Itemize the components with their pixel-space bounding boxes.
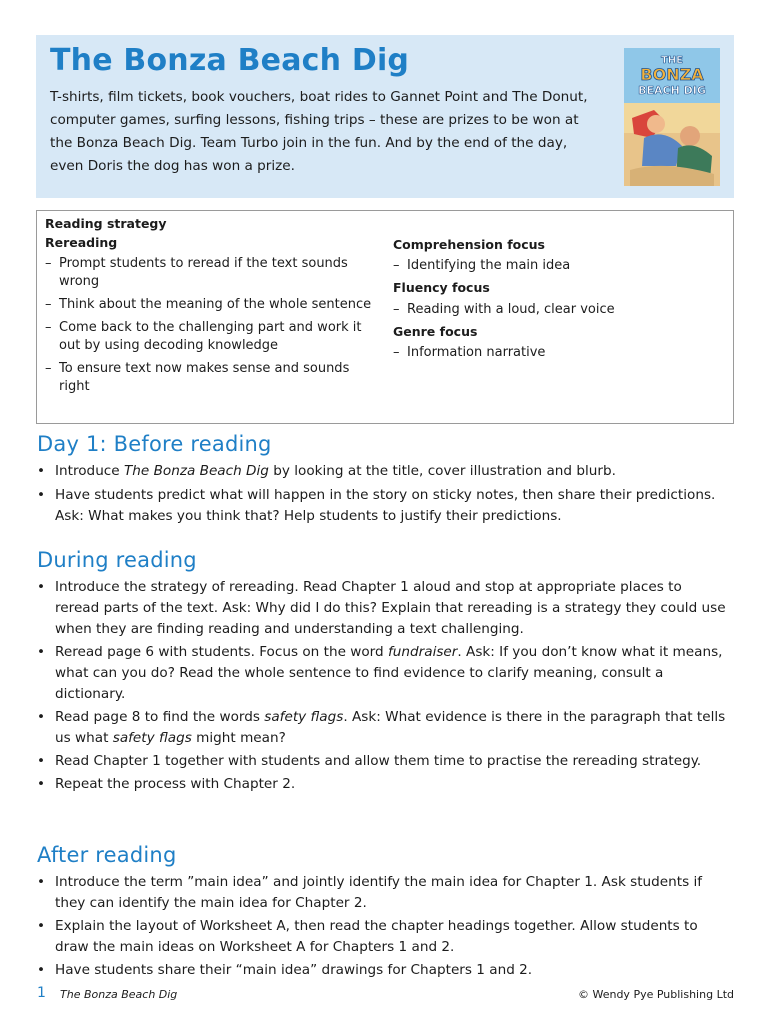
item-text: Read Chapter 1 together with students and allow them time to practise the rereading strategy. [55,753,702,769]
bullet-marker: • [37,579,46,595]
bullet-marker: • [37,487,46,503]
rereading-item [45,255,380,291]
before-reading-heading: Day 1: Before reading [37,432,272,456]
dash-marker: – [45,361,52,376]
fluency-focus-text: Reading with a loud, clear voice [407,302,615,317]
dash-marker: – [393,258,400,273]
rereading-item-text: Come back to the challenging part and work it out by using decoding knowledge [59,320,362,353]
emphasis-word: safety flags [264,709,344,725]
comprehension-focus-item [393,257,723,275]
dash-marker: – [45,297,52,312]
rereading-heading: Rereading [45,235,118,250]
comprehension-focus-heading: Comprehension focus [393,237,545,252]
rereading-item-text: Think about the meaning of the whole sentence [59,297,372,312]
emphasis-word: safety flags [112,730,192,746]
bullet-marker: • [37,962,46,978]
after-reading-list [37,872,727,981]
list-item [37,642,727,705]
item-text: Introduce the strategy of rereading. Read Chapter 1 aloud and stop at appropriate places to reread parts of the text. Ask: Why did I do this? Explain that rereading is a strategy they could use when they are finding reading and understanding a text challenging. [55,579,726,637]
bullet-marker: • [37,644,46,660]
list-item [37,461,727,482]
rereading-item [45,360,380,396]
book-blurb: T-shirts, film tickets, book vouchers, boat rides to Gannet Point and The Donut, computer games, surfing lessons, fishing trips – these are prizes to be won at the Bonza Beach Dig. Team Turbo join in the fun. And by the end of the day, even Doris the dog has won a prize. [50,89,588,174]
book-title: The Bonza Beach Dig [50,43,410,78]
cover-title-line3: BEACH DIG [638,84,706,97]
bullet-marker: • [37,874,46,890]
list-item [37,751,727,772]
page-footer [37,987,734,1005]
bullet-marker: • [37,776,46,792]
item-text: Repeat the process with Chapter 2. [55,776,296,792]
list-item [37,485,727,527]
genre-focus-heading: Genre focus [393,324,478,339]
bullet-marker: • [37,753,46,769]
rereading-item [45,296,380,314]
bullet-marker: • [37,463,46,479]
book-header [36,35,734,198]
copyright-notice: © Wendy Pye Publishing Ltd [577,988,734,1001]
fluency-focus-item [393,301,723,319]
item-text: . Ask: What evidence is there in the paragraph that tells us what [55,709,726,746]
item-text: Have students share their “main idea” drawings for Chapters 1 and 2. [55,962,533,978]
dash-marker: – [393,345,400,360]
genre-focus-item [393,344,723,362]
emphasis-word: fundraiser [388,644,458,660]
rereading-item-text: To ensure text now makes sense and sounds right [59,361,350,394]
item-text: Introduce the term ”main idea” and jointly identify the main idea for Chapter 1. Ask students if they can identify the main idea for Chapter 2. [55,874,703,911]
item-text: Reread page 6 with students. Focus on the word [55,644,388,660]
after-reading-heading: After reading [37,843,177,867]
book-title-inline: The Bonza Beach Dig [123,463,269,479]
dash-marker: – [45,320,52,335]
rereading-item [45,319,380,355]
page-number: 1 [37,985,46,1001]
item-text: Introduce [55,463,124,479]
dash-marker: – [393,302,400,317]
reading-strategy-heading: Reading strategy [45,216,167,231]
fluency-focus-heading: Fluency focus [393,280,490,295]
item-text: Have students predict what will happen in the story on sticky notes, then share their predictions. Ask: What makes you think that? Help students to justify their predictions. [55,487,716,524]
reading-strategy-box [36,210,734,424]
bullet-marker: • [37,709,46,725]
bullet-marker: • [37,918,46,934]
cover-title-line2: BONZA [640,65,704,84]
item-text: Explain the layout of Worksheet A, then read the chapter headings together. Allow students to draw the main ideas on Worksheet A for Chapters 1 and 2. [55,918,698,955]
item-text: might mean? [191,730,286,746]
list-item [37,916,727,958]
during-reading-heading: During reading [37,548,197,572]
during-reading-list [37,577,727,795]
list-item [37,774,727,795]
list-item [37,707,727,749]
item-text: by looking at the title, cover illustration and blurb. [268,463,616,479]
strategy-right-column [393,237,723,362]
before-reading-list [37,461,727,527]
strategy-left-column [45,216,380,396]
list-item [37,960,727,981]
genre-focus-text: Information narrative [407,345,546,360]
book-cover-image [624,48,720,186]
comprehension-focus-text: Identifying the main idea [407,258,571,273]
list-item [37,577,727,640]
cover-title-line1: THE [660,55,684,66]
list-item [37,872,727,914]
item-text: . Ask: If you don’t know what it means, what can you do? Read the whole sentence to find evidence to clarify meaning, consult a dictionary. [55,644,723,702]
footer-title: The Bonza Beach Dig [60,988,178,1001]
dash-marker: – [45,256,52,271]
rereading-item-text: Prompt students to reread if the text sounds wrong [59,256,348,289]
item-text: Read page 8 to find the words [55,709,265,725]
